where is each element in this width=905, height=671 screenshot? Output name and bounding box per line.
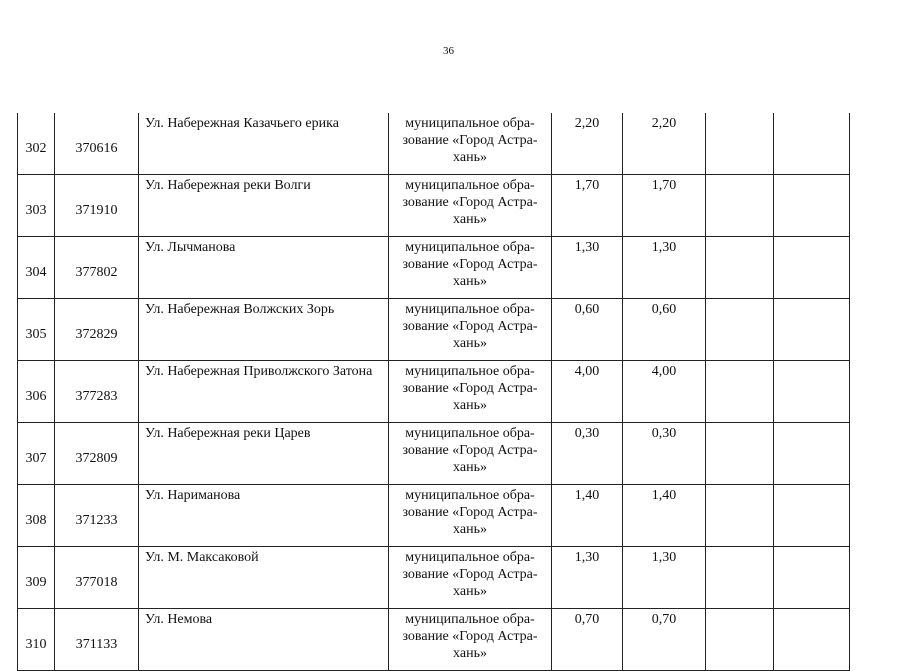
length-paved: 4,00 [623, 361, 706, 423]
empty-cell [774, 299, 850, 361]
owner-cell [389, 423, 552, 485]
empty-cell [706, 547, 774, 609]
owner-line-1: муниципальное обра- [405, 302, 535, 317]
street-name: Ул. Набережная Приволжского Затона [139, 361, 389, 423]
owner-line-1: муниципальное обра- [405, 426, 535, 441]
empty-cell [706, 423, 774, 485]
owner-line-3: хань» [453, 274, 487, 289]
table-row [18, 361, 850, 423]
road-code: 371910 [55, 175, 139, 237]
owner-line-2: зование «Город Астра- [402, 381, 538, 396]
road-code: 377283 [55, 361, 139, 423]
owner-line-2: зование «Город Астра- [402, 443, 538, 458]
owner-cell [389, 299, 552, 361]
empty-cell [774, 423, 850, 485]
length-total: 0,30 [552, 423, 623, 485]
row-number: 308 [18, 485, 55, 547]
length-total: 1,70 [552, 175, 623, 237]
row-number: 302 [18, 113, 55, 175]
table-row [18, 485, 850, 547]
row-number: 310 [18, 609, 55, 671]
owner-line-2: зование «Город Астра- [402, 195, 538, 210]
empty-cell [706, 175, 774, 237]
table-row [18, 237, 850, 299]
owner-line-2: зование «Город Астра- [402, 629, 538, 644]
owner-line-3: хань» [453, 150, 487, 165]
empty-cell [774, 237, 850, 299]
street-name: Ул. Набережная Казачьего ерика [139, 113, 389, 175]
length-paved: 1,70 [623, 175, 706, 237]
length-paved: 1,30 [623, 237, 706, 299]
empty-cell [774, 361, 850, 423]
road-code: 372829 [55, 299, 139, 361]
owner-cell [389, 237, 552, 299]
empty-cell [774, 547, 850, 609]
length-paved: 1,40 [623, 485, 706, 547]
owner-line-1: муниципальное обра- [405, 178, 535, 193]
road-code: 371233 [55, 485, 139, 547]
length-total: 4,00 [552, 361, 623, 423]
owner-line-3: хань» [453, 646, 487, 661]
length-paved: 0,30 [623, 423, 706, 485]
length-paved: 2,20 [623, 113, 706, 175]
empty-cell [706, 299, 774, 361]
owner-line-2: зование «Город Астра- [402, 133, 538, 148]
length-total: 0,70 [552, 609, 623, 671]
street-name: Ул. М. Максаковой [139, 547, 389, 609]
row-number: 306 [18, 361, 55, 423]
length-paved: 0,70 [623, 609, 706, 671]
owner-line-3: хань» [453, 336, 487, 351]
length-total: 1,30 [552, 547, 623, 609]
empty-cell [774, 485, 850, 547]
owner-cell [389, 361, 552, 423]
table-row [18, 423, 850, 485]
owner-line-3: хань» [453, 522, 487, 537]
road-code: 371133 [55, 609, 139, 671]
length-paved: 0,60 [623, 299, 706, 361]
empty-cell [706, 361, 774, 423]
road-register-table [17, 113, 850, 671]
owner-line-1: муниципальное обра- [405, 116, 535, 131]
length-total: 1,40 [552, 485, 623, 547]
empty-cell [774, 175, 850, 237]
street-name: Ул. Немова [139, 609, 389, 671]
owner-line-3: хань» [453, 584, 487, 599]
owner-line-3: хань» [453, 460, 487, 475]
row-number: 303 [18, 175, 55, 237]
length-total: 0,60 [552, 299, 623, 361]
owner-line-3: хань» [453, 398, 487, 413]
owner-line-2: зование «Город Астра- [402, 257, 538, 272]
length-paved: 1,30 [623, 547, 706, 609]
street-name: Ул. Набережная реки Царев [139, 423, 389, 485]
row-number: 309 [18, 547, 55, 609]
owner-line-3: хань» [453, 212, 487, 227]
owner-line-1: муниципальное обра- [405, 240, 535, 255]
street-name: Ул. Набережная реки Волги [139, 175, 389, 237]
empty-cell [706, 485, 774, 547]
road-code: 372809 [55, 423, 139, 485]
length-total: 1,30 [552, 237, 623, 299]
table-row [18, 547, 850, 609]
row-number: 304 [18, 237, 55, 299]
row-number: 307 [18, 423, 55, 485]
owner-line-1: муниципальное обра- [405, 488, 535, 503]
owner-line-1: муниципальное обра- [405, 364, 535, 379]
street-name: Ул. Набережная Волжских Зорь [139, 299, 389, 361]
owner-line-1: муниципальное обра- [405, 612, 535, 627]
length-total: 2,20 [552, 113, 623, 175]
road-code: 377802 [55, 237, 139, 299]
row-number: 305 [18, 299, 55, 361]
owner-line-1: муниципальное обра- [405, 550, 535, 565]
owner-cell [389, 113, 552, 175]
owner-cell [389, 175, 552, 237]
road-code: 370616 [55, 113, 139, 175]
table-row [18, 113, 850, 175]
owner-line-2: зование «Город Астра- [402, 319, 538, 334]
page-number: 36 [443, 45, 454, 57]
table-row [18, 175, 850, 237]
owner-line-2: зование «Город Астра- [402, 567, 538, 582]
road-code: 377018 [55, 547, 139, 609]
owner-cell [389, 547, 552, 609]
empty-cell [706, 237, 774, 299]
table-row [18, 299, 850, 361]
owner-line-2: зование «Город Астра- [402, 505, 538, 520]
street-name: Ул. Нариманова [139, 485, 389, 547]
empty-cell [774, 113, 850, 175]
street-name: Ул. Лычманова [139, 237, 389, 299]
owner-cell [389, 485, 552, 547]
empty-cell [706, 113, 774, 175]
